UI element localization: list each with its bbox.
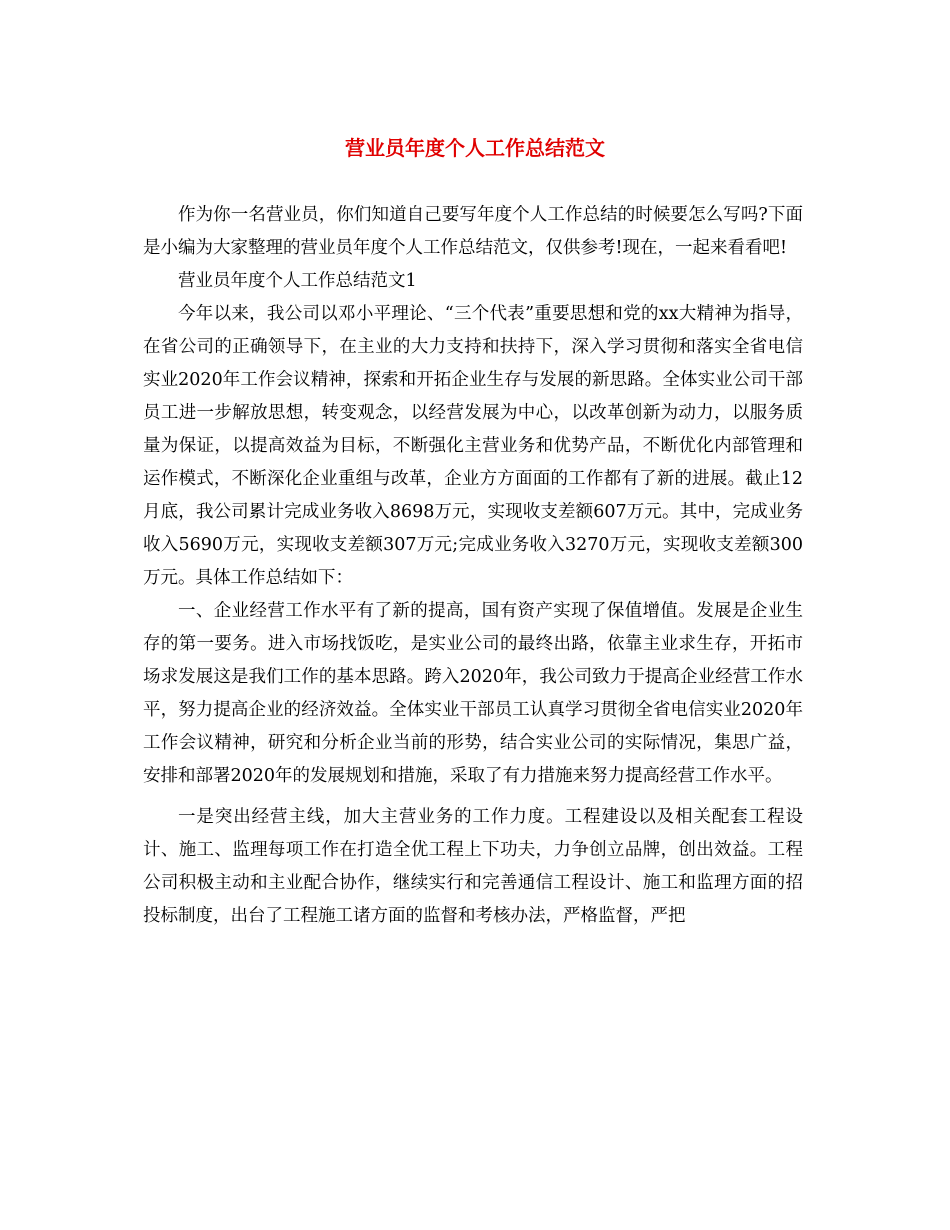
section-heading: 营业员年度个人工作总结范文1 xyxy=(178,271,417,291)
body-paragraph: 一是突出经营主线，加大主营业务的工作力度。工程建设以及相关配套工程设计、施工、监理每项工作在打造全优工程上下功夫，力争创立品牌，创出效益。工程公司积极主动和主业配合协作，继续实行和完善通信工程设计、施工和监理方面的招投标制度，出台了工程施工诸方面的监督和考核办法，严格监督，严把 xyxy=(143,807,803,926)
document-body xyxy=(143,199,803,933)
intro-paragraph: 作为你一名营业员，你们知道自己要写年度个人工作总结的时候要怎么写吗?下面是小编为大家整理的营业员年度个人工作总结范文，仅供参考!现在，一起来看看吧! xyxy=(143,205,803,258)
body-paragraph: 今年以来，我公司以邓小平理论、“三个代表”重要思想和党的xx大精神为指导，在省公司的正确领导下，在主业的大力支持和扶持下，深入学习贯彻和落实全省电信实业2020年工作会议精神，探索和开拓企业生存与发展的新思路。全体实业公司干部员工进一步解放思想，转变观念，以经营发展为中心，以改革创新为动力，以服务质量为保证，以提高效益为目标，不断强化主营业务和优势产品，不断优化内部管理和运作模式，不断深化企业重组与改革，企业方方面面的工作都有了新的进展。截止12月底，我公司累计完成业务收入8698万元，实现收支差额607万元。其中，完成业务收入5690万元，实现收支差额307万元;完成业务收入3270万元，实现收支差额300万元。具体工作总结如下： xyxy=(143,304,803,588)
document-title: 营业员年度个人工作总结范文 xyxy=(345,136,605,160)
body-paragraph: 一、企业经营工作水平有了新的提高，国有资产实现了保值增值。发展是企业生存的第一要务。进入市场找饭吃，是实业公司的最终出路，依靠主业求生存，开拓市场求发展这是我们工作的基本思路。跨入2020年，我公司致力于提高企业经营工作水平，努力提高企业的经济效益。全体实业干部员工认真学习贯彻全省电信实业2020年工作会议精神，研究和分析企业当前的形势，结合实业公司的实际情况，集思广益，安排和部署2020年的发展规划和措施，采取了有力措施来努力提高经营工作水平。 xyxy=(143,601,803,786)
